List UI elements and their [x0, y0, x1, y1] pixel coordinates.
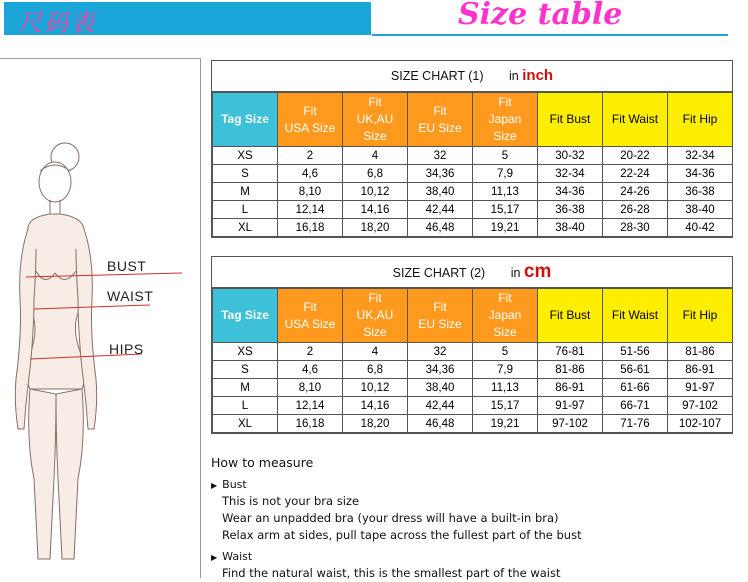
- column-header: Fit USA Size: [278, 289, 343, 343]
- table-cell: 32-34: [668, 147, 733, 165]
- table-cell: S: [213, 165, 278, 183]
- table-cell: 56-61: [603, 361, 668, 379]
- column-header: Fit USA Size: [278, 93, 343, 147]
- chart-unit: cm: [523, 261, 552, 282]
- table-row: [213, 201, 733, 219]
- waist-section-text: Waist: [222, 550, 253, 563]
- column-header: Fit Waist: [603, 289, 668, 343]
- table-cell: 12,14: [278, 201, 343, 219]
- table-cell: 4: [343, 343, 408, 361]
- table-cell: M: [213, 183, 278, 201]
- column-header: Fit Bust: [538, 93, 603, 147]
- table-cell: 6,8: [343, 165, 408, 183]
- table-cell: 16,18: [278, 415, 343, 433]
- column-header: Fit Hip: [668, 93, 733, 147]
- table-cell: 11,13: [473, 183, 538, 201]
- table-cell: 86-91: [668, 361, 733, 379]
- table-cell: 51-56: [603, 343, 668, 361]
- table-cell: 34,36: [408, 361, 473, 379]
- table-cell: XL: [213, 415, 278, 433]
- table-row: [213, 165, 733, 183]
- table-cell: 16,18: [278, 219, 343, 237]
- table-cell: 2: [278, 343, 343, 361]
- header-banner: [0, 0, 748, 42]
- chart-title: [212, 257, 732, 288]
- column-header: Fit Waist: [603, 93, 668, 147]
- banner-underline: [372, 34, 728, 36]
- table-cell: XS: [213, 343, 278, 361]
- bust-instruction: Relax arm at sides, pull tape across the fullest part of the bust: [222, 528, 582, 542]
- table-cell: 10,12: [343, 183, 408, 201]
- banner-left-block: [4, 2, 371, 35]
- table-cell: 18,20: [343, 415, 408, 433]
- triangle-bullet-icon: ▶: [211, 553, 218, 562]
- table-cell: 24-26: [603, 183, 668, 201]
- column-header: Fit Japan Size: [473, 289, 538, 343]
- table-row: [213, 219, 733, 237]
- column-header: Fit EU Size: [408, 289, 473, 343]
- table-cell: 10,12: [343, 379, 408, 397]
- table-cell: 15,17: [473, 397, 538, 415]
- table-cell: L: [213, 397, 278, 415]
- table-cell: 5: [473, 343, 538, 361]
- table-cell: 81-86: [538, 361, 603, 379]
- table-cell: 76-81: [538, 343, 603, 361]
- size-chart-cm: [211, 256, 733, 434]
- banner-chinese-text: 尺码表: [18, 9, 96, 37]
- table-cell: 8,10: [278, 379, 343, 397]
- chart-title: [212, 61, 732, 92]
- table-cell: 14,16: [343, 201, 408, 219]
- waist-instruction: Find the natural waist, this is the smallest part of the waist: [222, 566, 561, 580]
- table-row: [213, 361, 733, 379]
- table-cell: 12,14: [278, 397, 343, 415]
- page-title: Size table: [458, 0, 623, 32]
- bust-label: BUST: [107, 258, 147, 274]
- table-cell: 11,13: [473, 379, 538, 397]
- chart-unit: inch: [522, 67, 554, 84]
- size-table-inch: [212, 92, 733, 237]
- table-cell: 6,8: [343, 361, 408, 379]
- size-table-cm: [212, 288, 733, 433]
- table-body: [213, 343, 733, 433]
- table-row: [213, 379, 733, 397]
- column-header: Tag Size: [213, 289, 278, 343]
- table-cell: 86-91: [538, 379, 603, 397]
- bust-instruction: Wear an unpadded bra (your dress will have a built-in bra): [222, 511, 559, 525]
- table-header-row: [213, 93, 733, 147]
- bust-instruction: This is not your bra size: [222, 494, 360, 508]
- table-cell: 7,9: [473, 361, 538, 379]
- table-cell: 18,20: [343, 219, 408, 237]
- body-figure-illustration: [0, 59, 200, 578]
- body-figure-panel: [0, 58, 201, 578]
- table-cell: 46,48: [408, 415, 473, 433]
- table-cell: 30-32: [538, 147, 603, 165]
- table-cell: 36-38: [668, 183, 733, 201]
- table-cell: 20-22: [603, 147, 668, 165]
- table-cell: 66-71: [603, 397, 668, 415]
- table-cell: 4,6: [278, 165, 343, 183]
- table-cell: 32: [408, 147, 473, 165]
- table-cell: 38-40: [668, 201, 733, 219]
- table-cell: 2: [278, 147, 343, 165]
- table-cell: 97-102: [668, 397, 733, 415]
- table-cell: 81-86: [668, 343, 733, 361]
- chart-unit-prefix: in: [509, 69, 519, 83]
- chart-title-text: SIZE CHART (2): [392, 266, 486, 280]
- table-cell: 91-97: [538, 397, 603, 415]
- table-cell: 4,6: [278, 361, 343, 379]
- how-to-measure: [211, 455, 731, 582]
- table-cell: 14,16: [343, 397, 408, 415]
- table-cell: 46,48: [408, 219, 473, 237]
- table-cell: 42,44: [408, 201, 473, 219]
- table-cell: 26-28: [603, 201, 668, 219]
- waist-label: WAIST: [107, 288, 154, 304]
- waist-section-label: [211, 550, 731, 563]
- table-cell: 91-97: [668, 379, 733, 397]
- table-cell: S: [213, 361, 278, 379]
- table-cell: 28-30: [603, 219, 668, 237]
- table-cell: XS: [213, 147, 278, 165]
- table-row: [213, 343, 733, 361]
- table-cell: L: [213, 201, 278, 219]
- table-cell: 102-107: [668, 415, 733, 433]
- column-header: Fit Japan Size: [473, 93, 538, 147]
- bust-section-text: Bust: [222, 478, 247, 491]
- table-cell: 8,10: [278, 183, 343, 201]
- table-cell: 32: [408, 343, 473, 361]
- table-cell: 97-102: [538, 415, 603, 433]
- table-cell: 22-24: [603, 165, 668, 183]
- table-cell: 42,44: [408, 397, 473, 415]
- table-cell: 34-36: [538, 183, 603, 201]
- column-header: Tag Size: [213, 93, 278, 147]
- column-header: Fit UK,AU Size: [343, 289, 408, 343]
- table-cell: 19,21: [473, 415, 538, 433]
- measure-heading: How to measure: [211, 455, 314, 470]
- bust-section-label: [211, 478, 731, 491]
- hips-label: HIPS: [109, 341, 144, 357]
- table-body: [213, 147, 733, 237]
- table-cell: 15,17: [473, 201, 538, 219]
- table-row: [213, 415, 733, 433]
- table-row: [213, 397, 733, 415]
- table-cell: 34,36: [408, 165, 473, 183]
- table-cell: 32-34: [538, 165, 603, 183]
- table-cell: 38-40: [538, 219, 603, 237]
- chart-unit-prefix: in: [510, 266, 521, 280]
- column-header: Fit EU Size: [408, 93, 473, 147]
- table-cell: 5: [473, 147, 538, 165]
- table-cell: 38,40: [408, 379, 473, 397]
- table-cell: 40-42: [668, 219, 733, 237]
- table-cell: 36-38: [538, 201, 603, 219]
- triangle-bullet-icon: ▶: [211, 481, 218, 490]
- table-row: [213, 147, 733, 165]
- column-header: Fit UK,AU Size: [343, 93, 408, 147]
- table-cell: 71-76: [603, 415, 668, 433]
- column-header: Fit Hip: [668, 289, 733, 343]
- column-header: Fit Bust: [538, 289, 603, 343]
- chart-title-text: SIZE CHART (1): [390, 69, 484, 83]
- table-row: [213, 183, 733, 201]
- table-cell: XL: [213, 219, 278, 237]
- table-cell: 7,9: [473, 165, 538, 183]
- table-cell: 19,21: [473, 219, 538, 237]
- table-cell: M: [213, 379, 278, 397]
- table-cell: 61-66: [603, 379, 668, 397]
- table-cell: 34-36: [668, 165, 733, 183]
- table-cell: 38,40: [408, 183, 473, 201]
- table-cell: 4: [343, 147, 408, 165]
- table-header-row: [213, 289, 733, 343]
- size-chart-inch: [211, 60, 733, 238]
